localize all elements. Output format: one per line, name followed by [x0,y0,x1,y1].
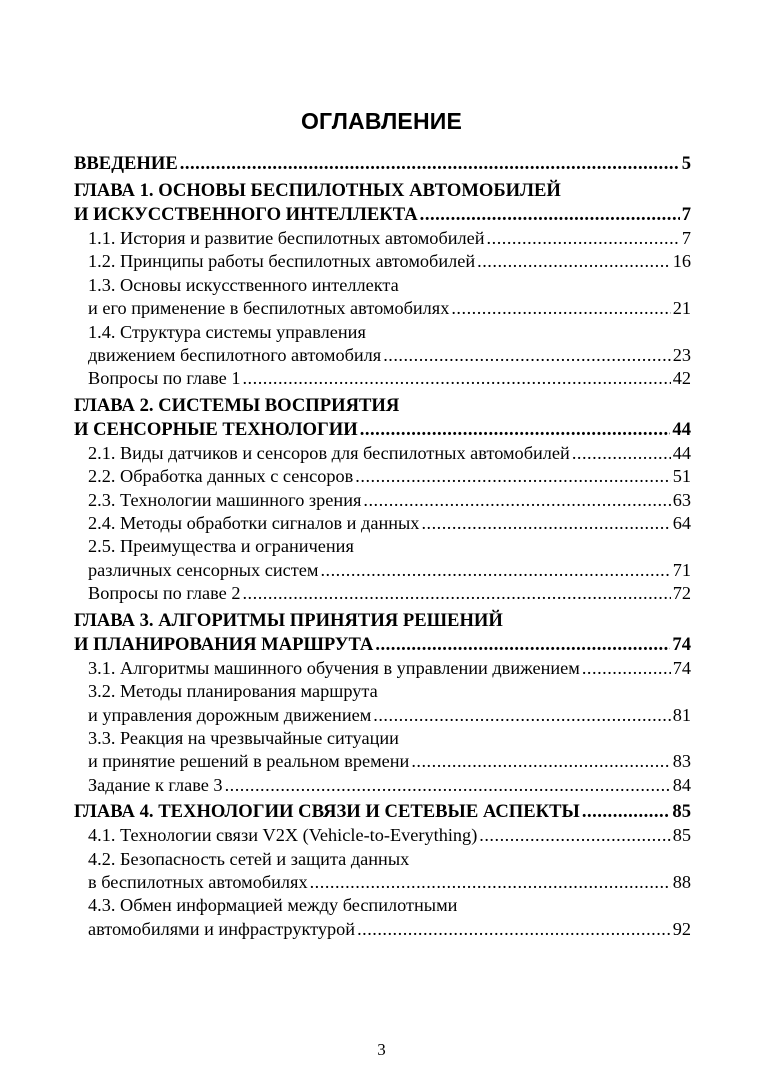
toc-chapter-entry [74,609,691,657]
toc-page-number: 21 [672,298,691,319]
toc-entry-line [88,250,691,273]
toc-section-entry [74,657,691,680]
toc-entry-line [74,152,691,176]
dot-leader [421,512,670,535]
toc-section-entry [74,250,691,273]
toc-entry-line [74,394,691,418]
toc-entry-title: Задание к главе 3 [88,774,223,795]
dot-leader [375,633,670,657]
toc-entry-line [74,633,691,657]
toc-entry-title: и принятие решений в реальном времени [88,751,410,772]
toc-entry-title: ГЛАВА 2. СИСТЕМЫ ВОСПРИЯТИЯ [74,394,400,416]
toc-entry-line [88,750,691,773]
toc-page-number: 5 [681,153,691,174]
dot-leader [357,918,671,941]
toc-page-number: 74 [672,657,691,678]
toc-page-number: 84 [672,774,691,795]
toc-section-entry [74,774,691,797]
toc-page-number: 51 [672,466,691,487]
toc-entry-line [88,657,691,680]
toc-entry-line [88,321,691,344]
dot-leader [479,824,670,847]
toc-page-number: 63 [672,489,691,510]
toc-page-number: 16 [672,251,691,272]
toc-entry-line [88,535,691,558]
dot-leader [242,367,670,390]
dot-leader [373,704,670,727]
dot-leader [360,418,671,442]
toc-page-number: 72 [672,583,691,604]
toc-entry-line [88,918,691,941]
toc-section-entry [74,442,691,465]
toc-chapter-entry [74,394,691,442]
toc-section-entry [74,582,691,605]
toc-entry-line [88,227,691,250]
toc-entry-title: 1.3. Основы искусственного интеллекта [88,274,399,295]
toc-entry-title: 3.3. Реакция на чрезвычайные ситуации [88,727,399,748]
toc-page-number: 64 [672,513,691,534]
dot-leader [320,559,670,582]
toc-entry-line [88,824,691,847]
toc-entry-line [74,203,691,227]
toc-entry-line [74,418,691,442]
toc-page-number: 44 [672,418,691,440]
toc-section-entry [74,824,691,847]
toc-chapter-entry [74,152,691,176]
toc-section-entry [74,535,691,582]
toc-entry-title: 3.2. Методы планирования маршрута [88,681,378,702]
toc-entry-title: различных сенсорных систем [88,559,319,580]
toc-entry-title: 2.5. Преимущества и ограничения [88,536,354,557]
toc-entry-title: 4.2. Безопасность сетей и защита данных [88,848,410,869]
toc-section-entry [74,367,691,390]
toc-entry-line [88,274,691,297]
toc-entry-line [88,704,691,727]
toc-page-number: 81 [672,704,691,725]
toc-entry-line [88,582,691,605]
toc-entry-line [74,179,691,203]
toc-entry-line [74,609,691,633]
toc-entry-title: 1.2. Принципы работы беспилотных автомобилей [88,251,476,272]
toc-page-number: 7 [681,204,691,225]
dot-leader [180,152,680,176]
dot-leader [477,250,671,273]
toc-entry-title: 3.1. Алгоритмы машинного обучения в управлении движением [88,657,580,678]
toc-entry-title: 4.3. Обмен информацией между беспилотными [88,895,458,916]
toc-section-entry [74,465,691,488]
toc-entry-title: ГЛАВА 3. АЛГОРИТМЫ ПРИНЯТИЯ РЕШЕНИЙ [74,609,503,631]
toc-page-number: 44 [672,442,691,463]
toc-entry-line [88,774,691,797]
toc-page-number: 42 [672,368,691,389]
toc-entry-line [88,848,691,871]
toc-section-entry [74,512,691,535]
toc-page-number: 85 [672,801,691,823]
toc-section-entry [74,489,691,512]
dot-leader [487,227,680,250]
toc-entry-title: и управления дорожным движением [88,704,372,725]
toc-entry-title: автомобилями и инфраструктурой [88,918,356,939]
toc-page-number: 74 [672,633,691,655]
toc-section-entry [74,680,691,727]
toc-page-number: 92 [672,918,691,939]
toc-section-entry [74,727,691,774]
toc-entry-title: 4.1. Технологии связи V2X (Vehicle-to-Everything) [88,825,478,846]
dot-leader [411,750,670,773]
toc-page-number: 7 [681,228,691,248]
page-number: 3 [377,1040,386,1059]
toc-entry-title: Вопросы по главе 1 [88,368,241,389]
toc-entry-title: ГЛАВА 4. ТЕХНОЛОГИИ СВЯЗИ И СЕТЕВЫЕ АСПЕКТЫ [74,801,580,823]
toc-entry-line [88,489,691,512]
dot-leader [572,442,671,465]
dot-leader [582,800,671,824]
dot-leader [355,465,670,488]
toc-entry-title: И ПЛАНИРОВАНИЯ МАРШРУТА [74,633,374,655]
toc-section-entry [74,894,691,941]
dot-leader [310,871,671,894]
toc-entry-line [88,344,691,367]
dot-leader [582,657,671,680]
toc-entry-line [88,442,691,465]
page-title: ОГЛАВЛЕНИЕ [300,108,463,134]
toc-entry-title: движением беспилотного автомобиля [88,345,382,366]
toc-entry-title: И ИСКУССТВЕННОГО ИНТЕЛЛЕКТА [74,204,418,225]
dot-leader [420,203,680,227]
toc-entry-title: 2.1. Виды датчиков и сенсоров для беспилотных автомобилей [88,442,570,463]
toc-entry-line [88,512,691,535]
toc-entry-line [88,559,691,582]
toc-section-entry [74,848,691,895]
toc-entry-title: Вопросы по главе 2 [88,583,241,604]
toc-entry-line [88,871,691,894]
toc-entry-line [88,465,691,488]
toc-entry-line [88,680,691,703]
toc-chapter-entry [74,179,691,227]
toc-section-entry [74,321,691,368]
toc-section-entry [74,227,691,250]
dot-leader [225,774,671,797]
toc-entry-title: в беспилотных автомобилях [88,871,308,892]
toc-entry-line [88,894,691,917]
dot-leader [383,344,671,367]
dot-leader [363,489,670,512]
toc-entry-line [74,800,691,824]
toc-entry-title: 2.4. Методы обработки сигналов и данных [88,513,420,534]
toc-entry-title: 2.2. Обработка данных с сенсоров [88,466,354,487]
toc-entry-line [88,367,691,390]
toc-entry-title: И СЕНСОРНЫЕ ТЕХНОЛОГИИ [74,418,358,440]
toc-entry-title: 2.3. Технологии машинного зрения [88,489,362,510]
toc-page-number: 88 [672,871,691,892]
toc-entry-title: 1.4. Структура системы управления [88,321,366,342]
toc-entry-title: 1.1. История и развитие беспилотных автомобилей [88,228,485,248]
toc-entry-line [88,297,691,320]
toc-page-number: 23 [672,345,691,366]
toc-chapter-entry [74,800,691,824]
toc-section-entry [74,274,691,321]
toc-entry-title: ГЛАВА 1. ОСНОВЫ БЕСПИЛОТНЫХ АВТОМОБИЛЕЙ [74,180,561,201]
dot-leader [451,297,670,320]
dot-leader [242,582,670,605]
toc-entry-line [88,727,691,750]
toc-entry-title: и его применение в беспилотных автомобилях [88,298,450,319]
toc-page-number: 83 [672,751,691,772]
toc-page-number: 71 [672,559,691,580]
toc-entry-title: ВВЕДЕНИЕ [74,153,178,174]
table-of-contents [74,152,691,941]
toc-page-number: 85 [672,825,691,846]
